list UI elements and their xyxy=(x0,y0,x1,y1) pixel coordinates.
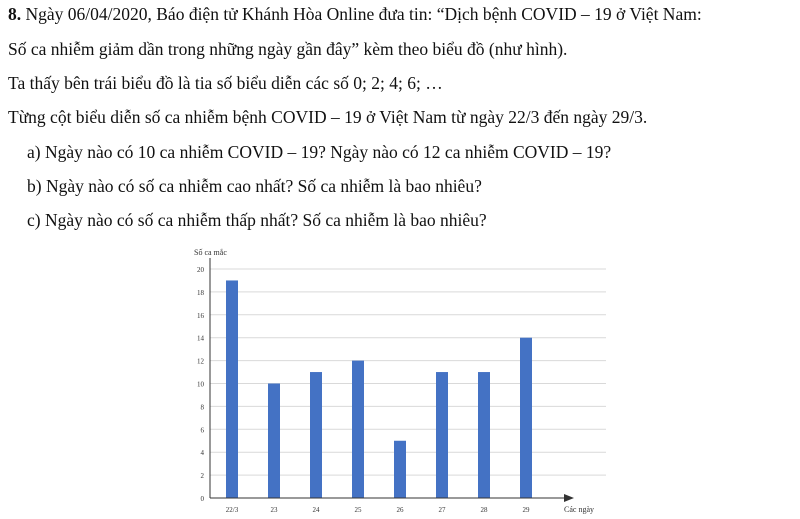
x-axis-label: Các ngày xyxy=(564,505,594,514)
x-tick-label: 24 xyxy=(312,506,320,514)
y-tick-label: 0 xyxy=(200,495,204,503)
x-axis-arrow-icon xyxy=(564,494,574,502)
y-tick-label: 10 xyxy=(197,380,204,389)
y-tick-label: 6 xyxy=(200,426,204,435)
bar-22-3 xyxy=(226,280,238,498)
x-tick-label: 22/3 xyxy=(225,506,239,514)
bar-23 xyxy=(268,384,280,499)
y-tick-label: 2 xyxy=(200,472,204,481)
x-tick-label: 26 xyxy=(396,506,404,514)
y-axis-label: Số ca mắc xyxy=(194,248,227,257)
problem-number: 8. xyxy=(8,4,22,24)
y-tick-label: 20 xyxy=(197,266,204,274)
problem-line-1 xyxy=(8,3,702,25)
problem-line-3: Ta thấy bên trái biểu đồ là tia số biểu diễn các số 0; 2; 4; 6; … xyxy=(8,73,443,93)
y-tick-label: 16 xyxy=(197,311,204,320)
x-tick-label: 28 xyxy=(480,506,488,514)
question-b: b) Ngày nào có số ca nhiễm cao nhất? Số ca nhiễm là bao nhiêu? xyxy=(27,176,482,196)
y-tick-labels xyxy=(197,266,205,503)
problem-line-2: Số ca nhiễm giảm dần trong những ngày gần đây” kèm theo biểu đồ (như hình). xyxy=(8,39,568,59)
bar-29 xyxy=(520,338,532,498)
question-a: a) Ngày nào có 10 ca nhiễm COVID – 19? Ngày nào có 12 ca nhiễm COVID – 19? xyxy=(27,142,612,162)
covid-bar-chart xyxy=(160,240,620,516)
y-tick-label: 12 xyxy=(197,357,204,366)
x-tick-label: 25 xyxy=(354,506,362,514)
problem-line-4: Từng cột biểu diễn số ca nhiễm bệnh COVID – 19 ở Việt Nam từ ngày 22/3 đến ngày 29/3. xyxy=(8,107,648,127)
problem-intro: Ngày 06/04/2020, Báo điện tử Khánh Hòa Online đưa tin: “Dịch bệnh COVID – 19 ở Việt Nam: xyxy=(25,4,702,24)
y-tick-label: 14 xyxy=(197,334,204,343)
bar-28 xyxy=(478,372,490,498)
x-tick-label: 23 xyxy=(270,506,278,514)
y-tick-label: 4 xyxy=(200,449,204,458)
bar-24 xyxy=(310,372,322,498)
bar-27 xyxy=(436,372,448,498)
chart-bars xyxy=(226,280,532,498)
y-tick-label: 18 xyxy=(197,288,204,297)
bar-25 xyxy=(352,361,364,498)
question-c: c) Ngày nào có số ca nhiễm thấp nhất? Số ca nhiễm là bao nhiêu? xyxy=(27,210,487,230)
x-tick-label: 29 xyxy=(522,506,530,514)
x-tick-label: 27 xyxy=(438,506,446,514)
y-tick-label: 8 xyxy=(200,403,204,412)
bar-26 xyxy=(394,441,406,498)
x-tick-labels xyxy=(226,506,530,514)
